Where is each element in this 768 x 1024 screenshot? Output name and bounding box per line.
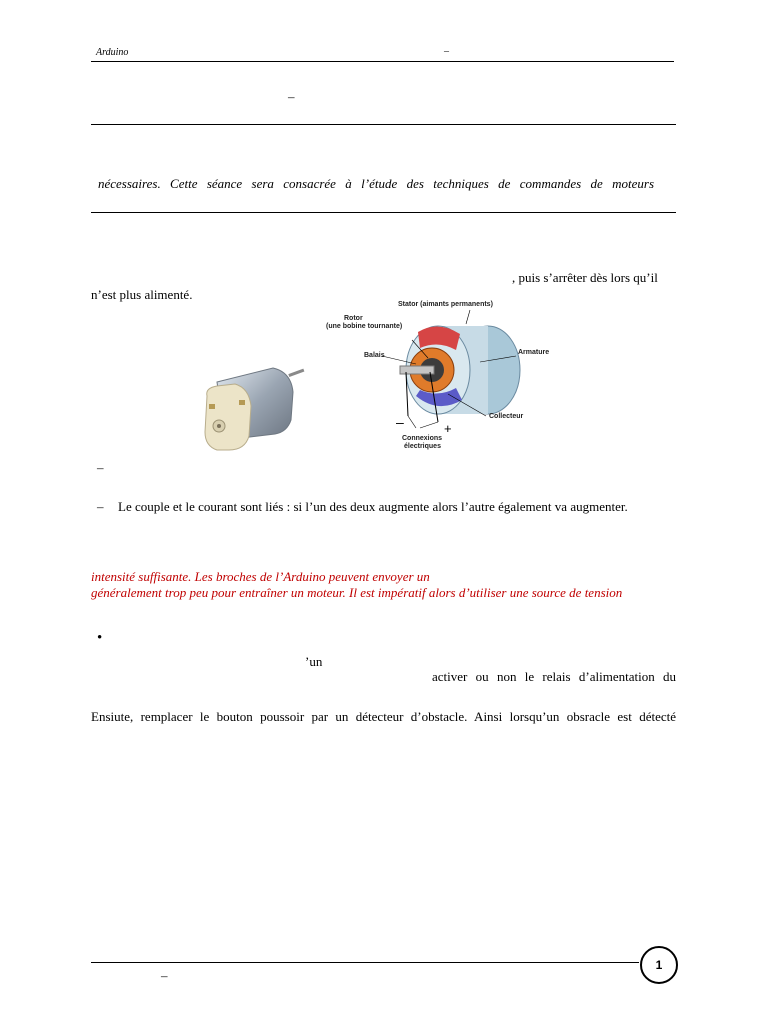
dc-motor-photo xyxy=(195,362,307,454)
label-collecteur: Collecteur xyxy=(489,413,524,420)
label-minus: – xyxy=(396,414,404,430)
header-dash: – xyxy=(444,46,449,57)
intro-rule xyxy=(91,212,676,213)
page-number: 1 xyxy=(640,946,678,984)
list-item-1-dash: – xyxy=(97,460,104,475)
list-item-2-dash: – xyxy=(97,499,104,514)
header-rule xyxy=(91,61,674,62)
motor-diagram xyxy=(320,298,565,458)
subtitle-rule xyxy=(91,124,676,125)
footer-rule xyxy=(91,962,639,963)
label-rotor: Rotor xyxy=(344,315,363,322)
label-plus: + xyxy=(444,421,452,436)
label-connexions: Connexions xyxy=(402,435,443,442)
warning-line2: généralement trop peu pour entraîner un moteur. Il est impératif alors d’utiliser une source de tension xyxy=(91,585,623,600)
body-line2: n’est plus alimenté. xyxy=(91,287,193,302)
list-item-2-text: Le couple et le courant sont liés : si l’un des deux augmente alors l’autre également va augmenter. xyxy=(118,499,628,514)
label-balais: Balais xyxy=(364,352,385,359)
intro-text: nécessaires. Cette séance sera consacrée à l’étude des techniques de commandes de moteurs xyxy=(98,176,654,191)
exercise-line: Ensiute, remplacer le bouton poussoir par un détecteur d’obstacle. Ainsi lorsqu’un obsracle est détecté xyxy=(91,709,676,724)
label-rotor-desc: (une bobine tournante) xyxy=(326,323,403,330)
label-electriques: électriques xyxy=(404,443,441,450)
header-title: Arduino xyxy=(96,47,129,58)
exercise-bullet: • xyxy=(97,630,103,646)
exercise-fragment2: activer ou non le relais d’alimentation du xyxy=(432,669,676,684)
footer-dash: – xyxy=(161,968,168,983)
label-armature: Armature xyxy=(518,349,550,356)
exercise-fragment1: ’un xyxy=(305,654,323,669)
body-line1-end: , puis s’arrêter dès lors qu’il xyxy=(512,270,658,285)
label-stator: Stator (aimants permanents) xyxy=(398,301,493,308)
subtitle-dash: – xyxy=(288,89,295,104)
warning-line1: intensité suffisante. Les broches de l’Arduino peuvent envoyer un xyxy=(91,569,430,584)
